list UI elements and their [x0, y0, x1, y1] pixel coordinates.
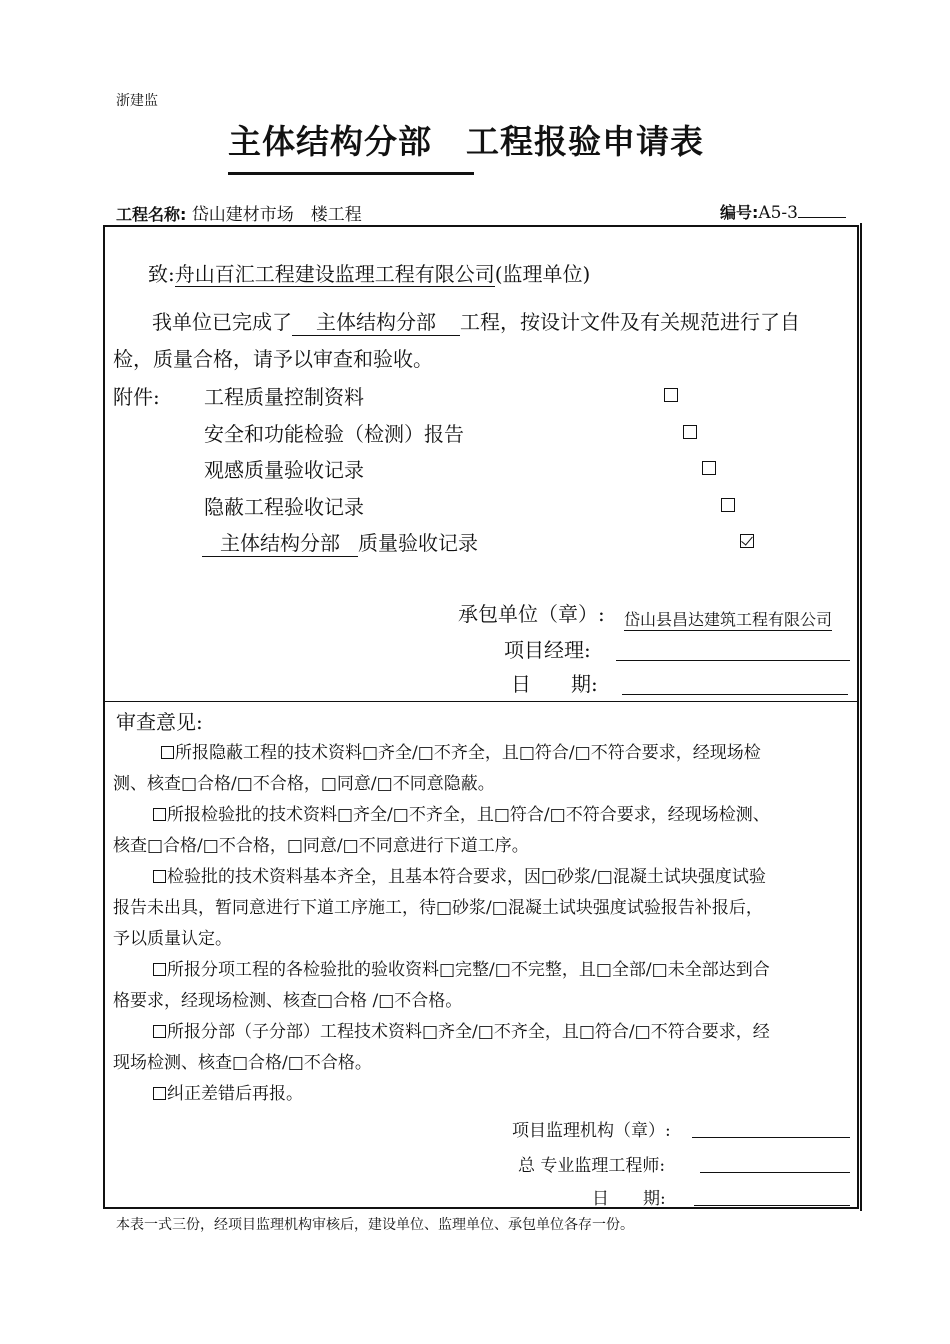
review-p3-line1	[152, 862, 766, 887]
review-date-field[interactable]	[694, 1205, 850, 1206]
attachment-label-2: 安全和功能检验（检测）报告	[204, 422, 464, 446]
review-date-label: 日 期:	[592, 1189, 666, 1209]
pm-field[interactable]	[616, 660, 850, 661]
project-name-label: 工程名称:	[116, 205, 187, 224]
agency-label: 项目监理机构（章）:	[512, 1121, 671, 1141]
review-p4-line1	[152, 955, 770, 980]
review-p6-text: 纠正差错后再报。	[167, 1084, 303, 1104]
attachment-checkbox-4[interactable]	[721, 498, 735, 512]
review-option-5-checkbox[interactable]	[153, 1025, 166, 1038]
review-option-3-checkbox[interactable]	[153, 870, 166, 883]
body-item[interactable]: 主体结构分部	[292, 306, 460, 336]
review-p3-line3: 予以质量认定。	[113, 929, 232, 949]
page-title: 主体结构分部 工程报验申请表	[228, 122, 704, 161]
body-prefix: 我单位已完成了	[152, 310, 292, 334]
review-p2-line2: 核查□合格/□不合格，□同意/□不同意进行下道工序。	[113, 836, 529, 856]
footnote: 本表一式三份，经项目监理机构审核后，建设单位、监理单位、承包单位各存一份。	[116, 1217, 634, 1233]
attachment-label-5: 质量验收记录	[358, 531, 478, 555]
attachment-item-prefix[interactable]: 主体结构分部	[202, 527, 358, 557]
review-p3-line2: 报告未出具，暂同意进行下道工序施工，待□砂浆/□混凝土试块强度试验报告补报后，	[113, 898, 763, 918]
attachment-checkbox-3[interactable]	[702, 461, 716, 475]
review-p1-line1	[160, 738, 761, 763]
engineer-label: 总 专业监理工程师:	[518, 1156, 666, 1176]
number-block	[720, 200, 846, 223]
engineer-field[interactable]	[700, 1172, 850, 1173]
agency-field[interactable]	[692, 1137, 850, 1138]
attachment-label-3: 观感质量验收记录	[204, 458, 364, 482]
review-p4-line2: 格要求，经现场检测、核查□合格 /□不合格。	[113, 991, 463, 1011]
review-p2-line1	[152, 800, 770, 825]
review-p2-text: 所报检验批的技术资料□齐全/□不齐全，且□符合/□不符合要求，经现场检测、	[167, 805, 770, 825]
number-blank	[798, 201, 846, 218]
title-underline	[228, 172, 474, 175]
attachment-checkbox-5[interactable]	[740, 534, 754, 548]
attachment-label-4: 隐蔽工程验收记录	[204, 495, 364, 519]
review-option-1-checkbox[interactable]	[161, 746, 174, 759]
body-suffix: 工程，按设计文件及有关规范进行了自	[460, 310, 800, 334]
app-date-field[interactable]	[622, 694, 848, 695]
body-line-1	[152, 306, 800, 336]
review-option-2-checkbox[interactable]	[153, 808, 166, 821]
attachment-checkbox-1[interactable]	[664, 388, 678, 402]
info-row	[116, 200, 846, 225]
attachments-label: 附件:	[113, 385, 160, 409]
form-code: 浙建监	[116, 93, 158, 109]
project-name-value[interactable]: 岱山建材市场 楼工程	[191, 205, 362, 225]
section-divider	[103, 701, 859, 702]
review-p5-line2: 现场检测、核查□合格/□不合格。	[113, 1053, 372, 1073]
review-p6-line1	[152, 1079, 303, 1104]
review-p1-text: 所报隐蔽工程的技术资料□齐全/□不齐全，且□符合/□不符合要求，经现场检	[175, 743, 761, 763]
contractor-name[interactable]: 岱山县昌达建筑工程有限公司	[624, 607, 832, 631]
review-p5-line1	[152, 1017, 770, 1042]
review-option-4-checkbox[interactable]	[153, 963, 166, 976]
number-label: 编号:	[719, 203, 759, 222]
title-block	[228, 116, 704, 163]
attachment-line-5	[202, 527, 478, 557]
review-p5-text: 所报分部（子分部）工程技术资料□齐全/□不齐全，且□符合/□不符合要求，经	[167, 1022, 770, 1042]
review-p1-line2: 测、核查□合格/□不合格，□同意/□不同意隐蔽。	[113, 774, 495, 794]
review-heading: 审查意见:	[116, 710, 203, 734]
attachment-label-1: 工程质量控制资料	[204, 385, 364, 409]
pm-label: 项目经理:	[504, 638, 591, 662]
box-border-double	[860, 223, 862, 1211]
body-line-2: 检，质量合格，请予以审查和验收。	[113, 347, 433, 371]
attachment-checkbox-2[interactable]	[683, 425, 697, 439]
review-p4-text: 所报分项工程的各检验批的验收资料□完整/□不完整，且□全部/□未全部达到合	[167, 960, 770, 980]
number-value[interactable]: A5-3	[758, 203, 798, 223]
supervisor-company[interactable]: 舟山百汇工程建设监理工程有限公司	[174, 262, 495, 286]
to-prefix: 致:	[148, 262, 175, 286]
review-p3-text: 检验批的技术资料基本齐全，且基本符合要求，因□砂浆/□混凝土试块强度试验	[167, 867, 766, 887]
addressee-line	[148, 258, 590, 287]
supervisor-suffix: (监理单位)	[494, 262, 591, 286]
contractor-label: 承包单位（章）:	[458, 602, 605, 626]
app-date-label: 日 期:	[511, 672, 598, 696]
review-option-6-checkbox[interactable]	[153, 1087, 166, 1100]
